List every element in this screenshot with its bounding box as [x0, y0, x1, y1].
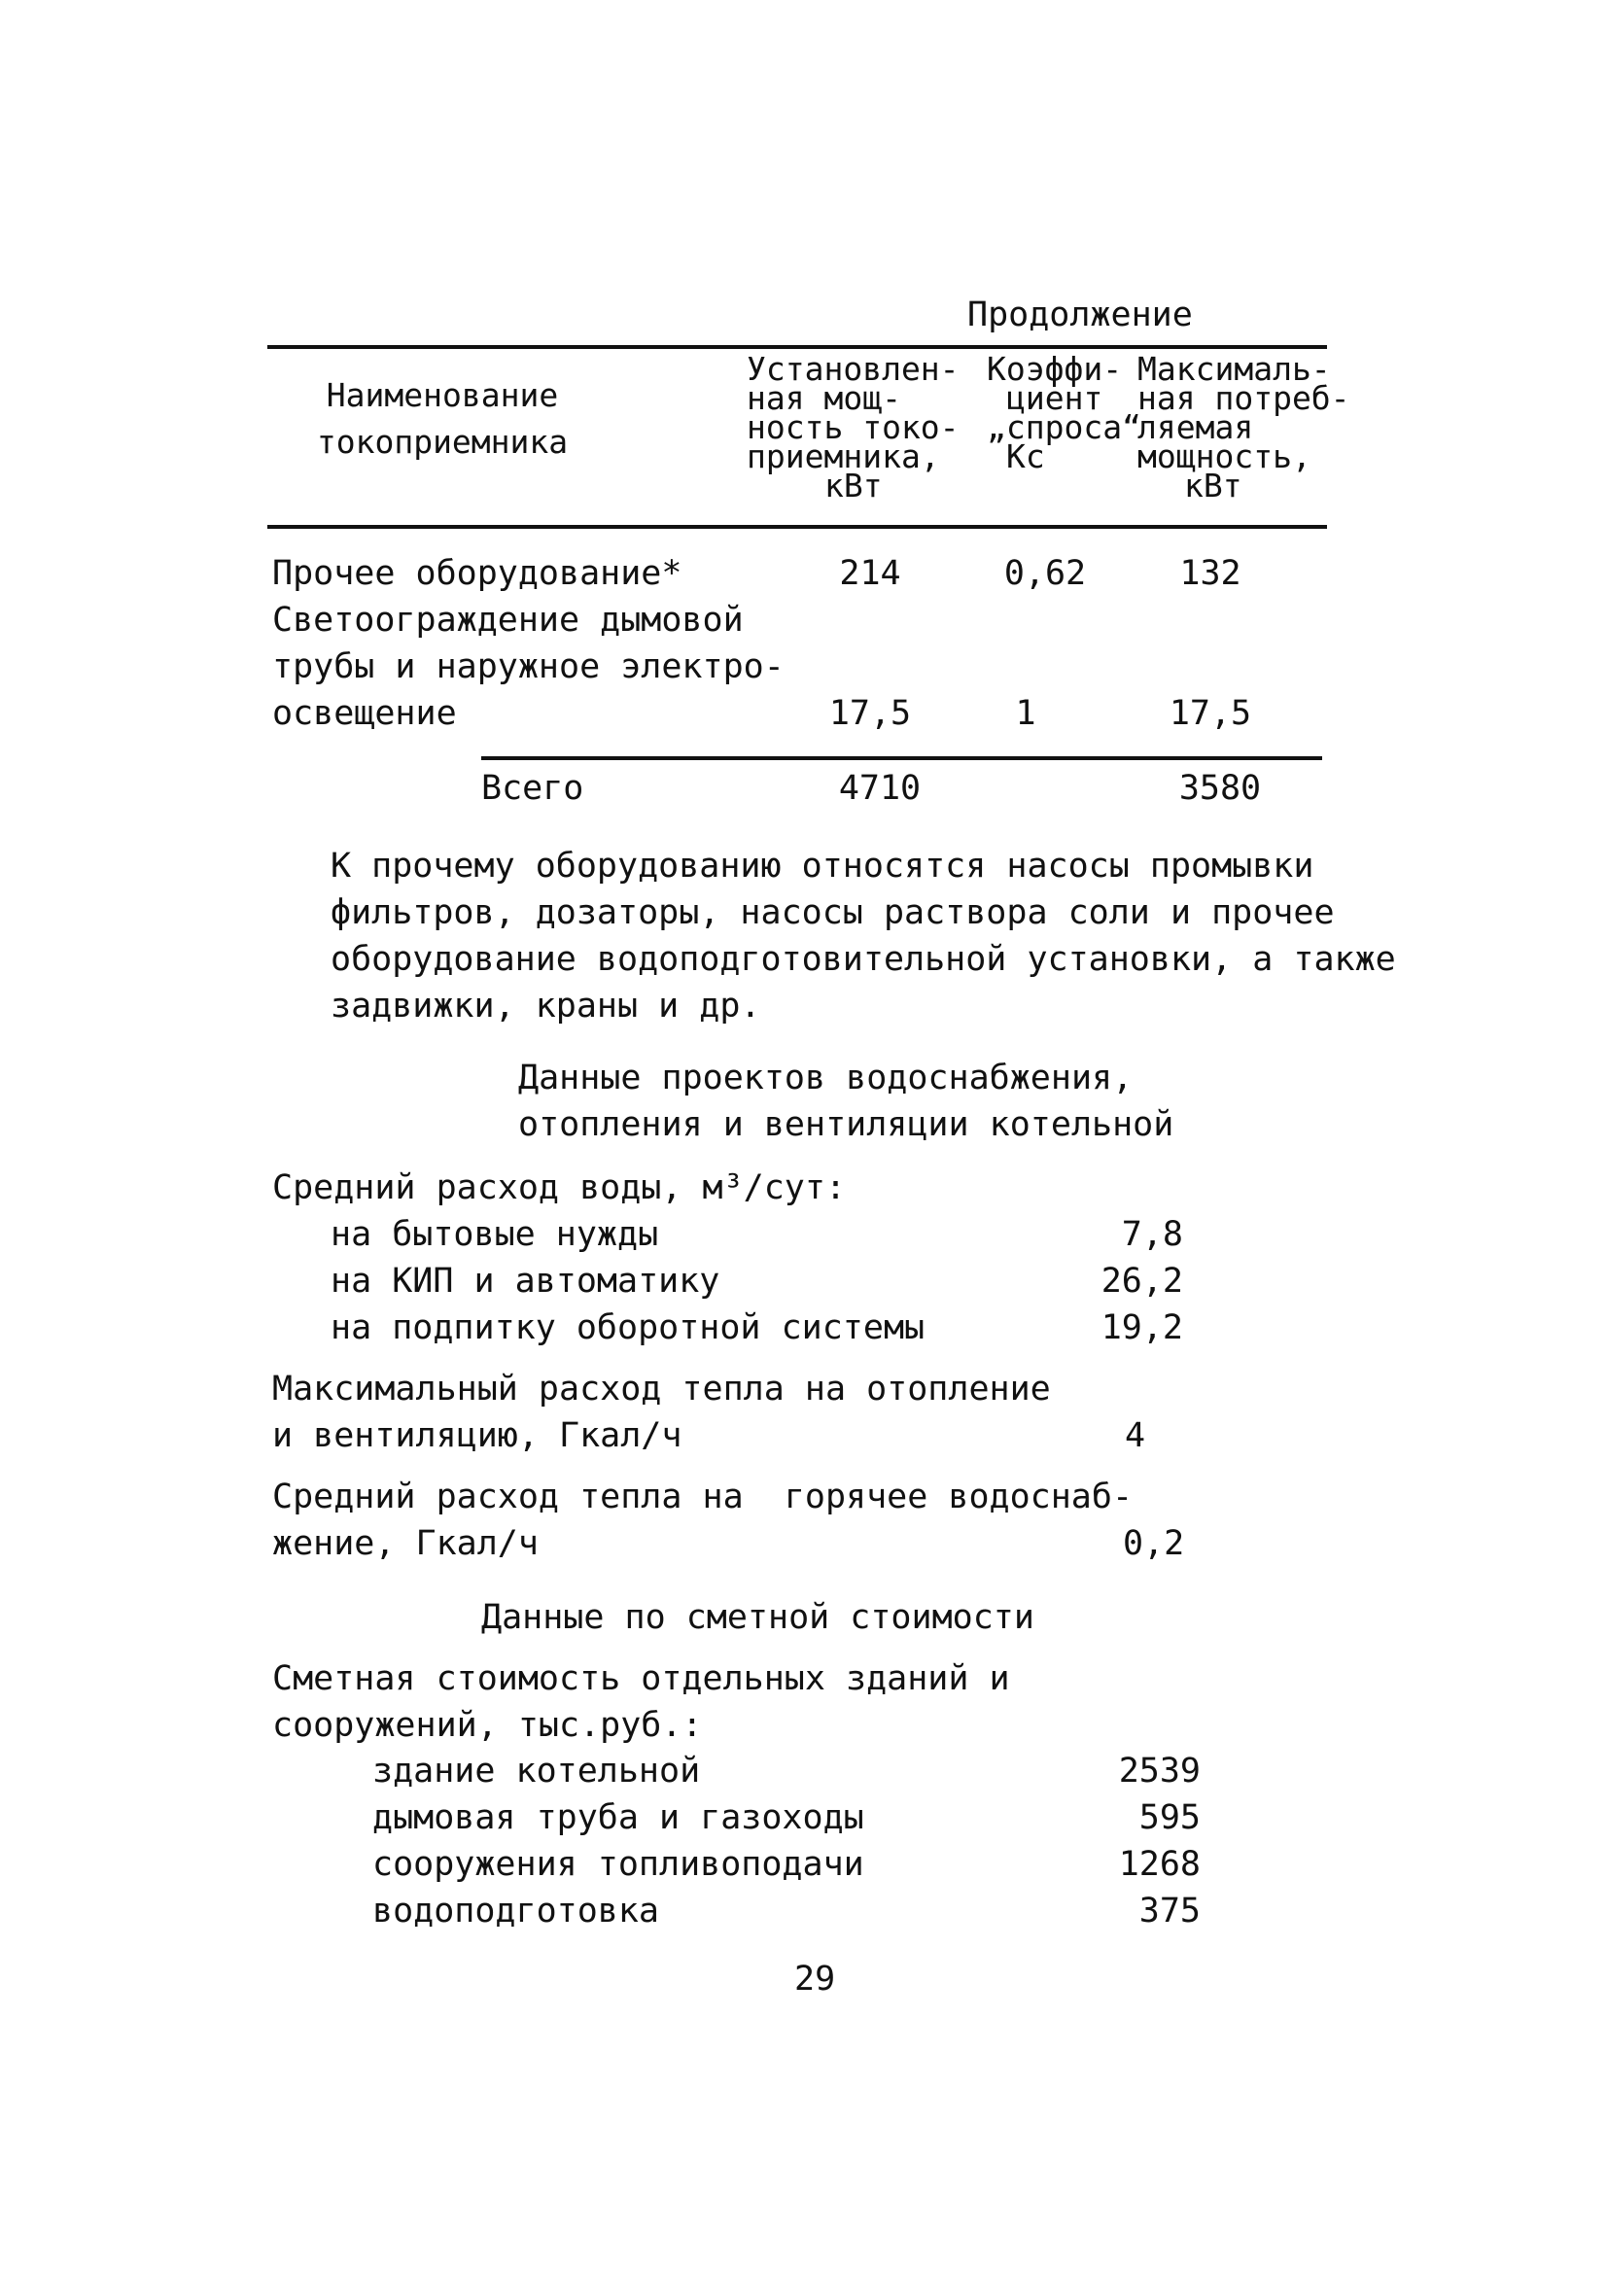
total-rule: [481, 756, 1322, 760]
hot-water-value: 0,2: [1123, 1524, 1185, 1563]
cost-item-label: дымовая труба и газоходы: [372, 1798, 864, 1837]
table-row-1-coef: 0,62: [1003, 554, 1087, 593]
header-installed-power: Установлен- ная мощ- ность токо- приемника, кВт: [747, 350, 960, 504]
water-item-value: 7,8: [1121, 1215, 1183, 1254]
cost-item-value: 595: [1138, 1798, 1201, 1837]
water-item-value: 26,2: [1100, 1262, 1183, 1301]
cost-item-value: 375: [1138, 1892, 1201, 1931]
heat-max-value: 4: [1125, 1416, 1146, 1455]
water-item-value: 19,2: [1100, 1308, 1183, 1347]
cost-item-value: 2539: [1118, 1752, 1201, 1791]
table-row-2-installed: 17,5: [828, 694, 912, 733]
table-row-1-installed: 214: [839, 554, 901, 593]
footnote: К прочему оборудованию относятся насосы промывки фильтров, дозаторы, насосы раствора соли и прочее оборудование водоподготовительной установки, а также задвижки, краны и др.: [331, 847, 1396, 1026]
table-top-rule: [267, 345, 1327, 349]
continuation-label: Продолжение: [967, 296, 1193, 334]
table-row-2-name: Светоограждение дымовой трубы и наружное электро- освещение: [272, 601, 785, 733]
header-max-power: Максималь- ная потреб- ляемая мощность, кВт: [1137, 350, 1350, 504]
table-row-1-max: 132: [1179, 554, 1241, 593]
table-row-2-max: 17,5: [1169, 694, 1252, 733]
cost-item-label: здание котельной: [372, 1752, 701, 1791]
water-item-label: на подпитку оборотной системы: [331, 1308, 926, 1347]
header-name: Наименование токоприемника: [316, 376, 569, 461]
water-item-label: на КИП и автоматику: [331, 1262, 720, 1301]
page-number: 29: [794, 1960, 836, 1999]
section2-title: Данные по сметной стоимости: [481, 1598, 1034, 1637]
cost-item-value: 1268: [1118, 1845, 1201, 1884]
cost-item-label: водоподготовка: [372, 1892, 660, 1931]
water-item-label: на бытовые нужды: [331, 1215, 659, 1254]
cost-heading: Сметная стоимость отдельных зданий и сооружений, тыс.руб.:: [272, 1659, 1010, 1745]
header-demand-coefficient: Коэффи- циент „спроса“ Кс: [987, 350, 1141, 475]
cost-item-label: сооружения топливоподачи: [372, 1845, 864, 1884]
total-max: 3580: [1178, 769, 1262, 808]
hot-water-label: Средний расход тепла на горячее водоснаб- жение, Гкал/ч: [272, 1478, 1134, 1563]
header-bottom-rule: [267, 525, 1327, 529]
table-row-1-name: Прочее оборудование*: [272, 554, 682, 593]
section1-title: Данные проектов водоснабжения, отопления и вентиляции котельной: [518, 1059, 1174, 1144]
heat-max-label: Максимальный расход тепла на отопление и вентиляцию, Гкал/ч: [272, 1370, 1051, 1455]
water-heading: Средний расход воды, м³/сут:: [272, 1168, 847, 1207]
total-installed: 4710: [838, 769, 922, 808]
table-row-2-coef: 1: [1015, 694, 1036, 733]
total-label: Всего: [481, 769, 584, 808]
